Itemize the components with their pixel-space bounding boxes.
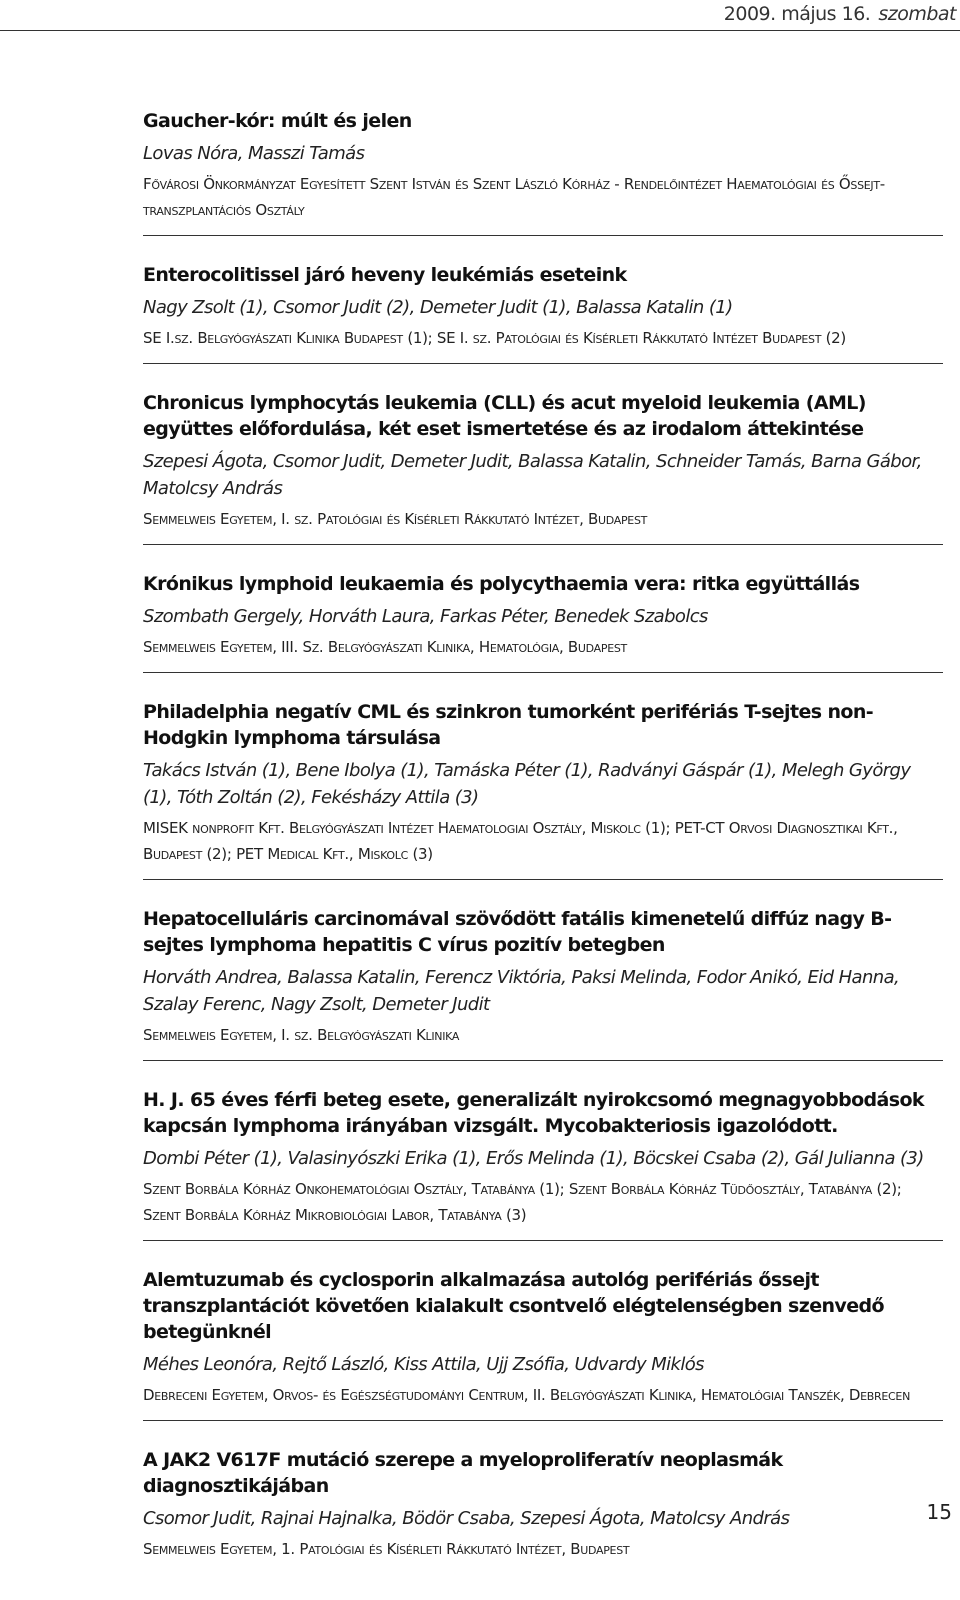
abstract-list: [143, 108, 943, 1600]
abstract-entry: [143, 1447, 943, 1574]
abstract-title: Hepatocelluláris carcinomával szövődött fatális kimenetelű diffúz nagy B-sejtes lymphoma hepatitis C vírus pozitív betegben: [143, 908, 892, 956]
abstract-affiliation: SE I.sz. Belgyógyászati Klinika Budapest (1); SE I. sz. Patológiai és Kísérleti Rákkutató Intézet Budapest (2): [143, 329, 846, 347]
abstract-affiliation: Semmelweis Egyetem, 1. Patológiai és Kísérleti Rákkutató Intézet, Budapest: [143, 1540, 630, 1558]
abstract-entry: [143, 906, 943, 1061]
abstract-affiliation: Fővárosi Önkormányzat Egyesített Szent István és Szent László Kórház - Rendelőintézet Haematológiai és Őssejt-transzplantációs Osztály: [143, 175, 885, 219]
abstract-title: Alemtuzumab és cyclosporin alkalmazása autológ perifériás őssejt transzplantációt követően kialakult csontvelő elégtelenségben szenvedő betegünknél: [143, 1269, 884, 1343]
abstract-entry: [143, 390, 943, 545]
header-date-line: [724, 3, 956, 25]
header-day: szombat: [878, 3, 956, 25]
abstract-authors: Lovas Nóra, Masszi Tamás: [143, 143, 365, 164]
abstract-entry: [143, 1087, 943, 1241]
abstract-entry: [143, 262, 943, 364]
abstract-authors: Nagy Zsolt (1), Csomor Judit (2), Demeter Judit (1), Balassa Katalin (1): [143, 297, 733, 318]
abstract-entry: [143, 571, 943, 673]
page-header: [0, 0, 960, 31]
abstract-authors: Horváth Andrea, Balassa Katalin, Ferencz Viktória, Paksi Melinda, Fodor Anikó, Eid Hanna, Szalay Ferenc, Nagy Zsolt, Demeter Judit: [143, 967, 900, 1015]
abstract-affiliation: Semmelweis Egyetem, I. sz. Patológiai és Kísérleti Rákkutató Intézet, Budapest: [143, 510, 648, 528]
abstract-affiliation: MISEK nonprofit Kft. Belgyógyászati Intézet Haematologiai Osztály, Miskolc (1); PET-CT Orvosi Diagnosztikai Kft., Budapest (2); PET Medical Kft., Miskolc (3): [143, 819, 898, 863]
abstract-title: H. J. 65 éves férfi beteg esete, generalizált nyirokcsomó megnagyobbodások kapcsán lymphoma irányában vizsgált. Mycobakteriosis igazolódott.: [143, 1089, 924, 1137]
abstract-title: Gaucher-kór: múlt és jelen: [143, 110, 412, 132]
page-number: 15: [926, 1500, 952, 1524]
abstract-entry: [143, 699, 943, 880]
abstract-entry: [143, 108, 943, 236]
abstract-authors: Takács István (1), Bene Ibolya (1), Tamáska Péter (1), Radványi Gáspár (1), Melegh György (1), Tóth Zoltán (2), Fekésházy Attila (3): [143, 760, 911, 808]
abstract-title: Chronicus lymphocytás leukemia (CLL) és acut myeloid leukemia (AML) együttes előfordulása, két eset ismertetése és az irodalom áttekintése: [143, 392, 866, 440]
abstract-authors: Szombath Gergely, Horváth Laura, Farkas Péter, Benedek Szabolcs: [143, 606, 708, 627]
abstract-affiliation: Semmelweis Egyetem, III. Sz. Belgyógyászati Klinika, Hematológia, Budapest: [143, 638, 627, 656]
abstract-title: Krónikus lymphoid leukaemia és polycythaemia vera: ritka együttállás: [143, 573, 860, 595]
abstract-authors: Dombi Péter (1), Valasinyószki Erika (1), Erős Melinda (1), Böcskei Csaba (2), Gál Julianna (3): [143, 1148, 924, 1169]
abstract-title: Philadelphia negatív CML és szinkron tumorként perifériás T-sejtes non-Hodgkin lymphoma társulása: [143, 701, 874, 749]
abstract-affiliation: Szent Borbála Kórház Onkohematológiai Osztály, Tatabánya (1); Szent Borbála Kórház Tüdőosztály, Tatabánya (2); Szent Borbála Kórház Mikrobiológiai Labor, Tatabánya (3): [143, 1180, 902, 1224]
abstract-affiliation: Debreceni Egyetem, Orvos- és Egészségtudományi Centrum, II. Belgyógyászati Klinika, Hematológiai Tanszék, Debrecen: [143, 1386, 910, 1404]
abstract-entry: [143, 1267, 943, 1421]
abstract-affiliation: Semmelweis Egyetem, I. sz. Belgyógyászati Klinika: [143, 1026, 460, 1044]
abstract-title: A JAK2 V617F mutáció szerepe a myeloproliferatív neoplasmák diagnosztikájában: [143, 1449, 783, 1497]
abstract-authors: Szepesi Ágota, Csomor Judit, Demeter Judit, Balassa Katalin, Schneider Tamás, Barna Gábor, Matolcsy András: [143, 451, 922, 499]
abstract-authors: Csomor Judit, Rajnai Hajnalka, Bödör Csaba, Szepesi Ágota, Matolcsy András: [143, 1508, 790, 1529]
abstract-authors: Méhes Leonóra, Rejtő László, Kiss Attila, Ujj Zsófia, Udvardy Miklós: [143, 1354, 704, 1375]
header-date: 2009. május 16.: [723, 3, 871, 25]
abstract-title: Enterocolitissel járó heveny leukémiás eseteink: [143, 264, 627, 286]
